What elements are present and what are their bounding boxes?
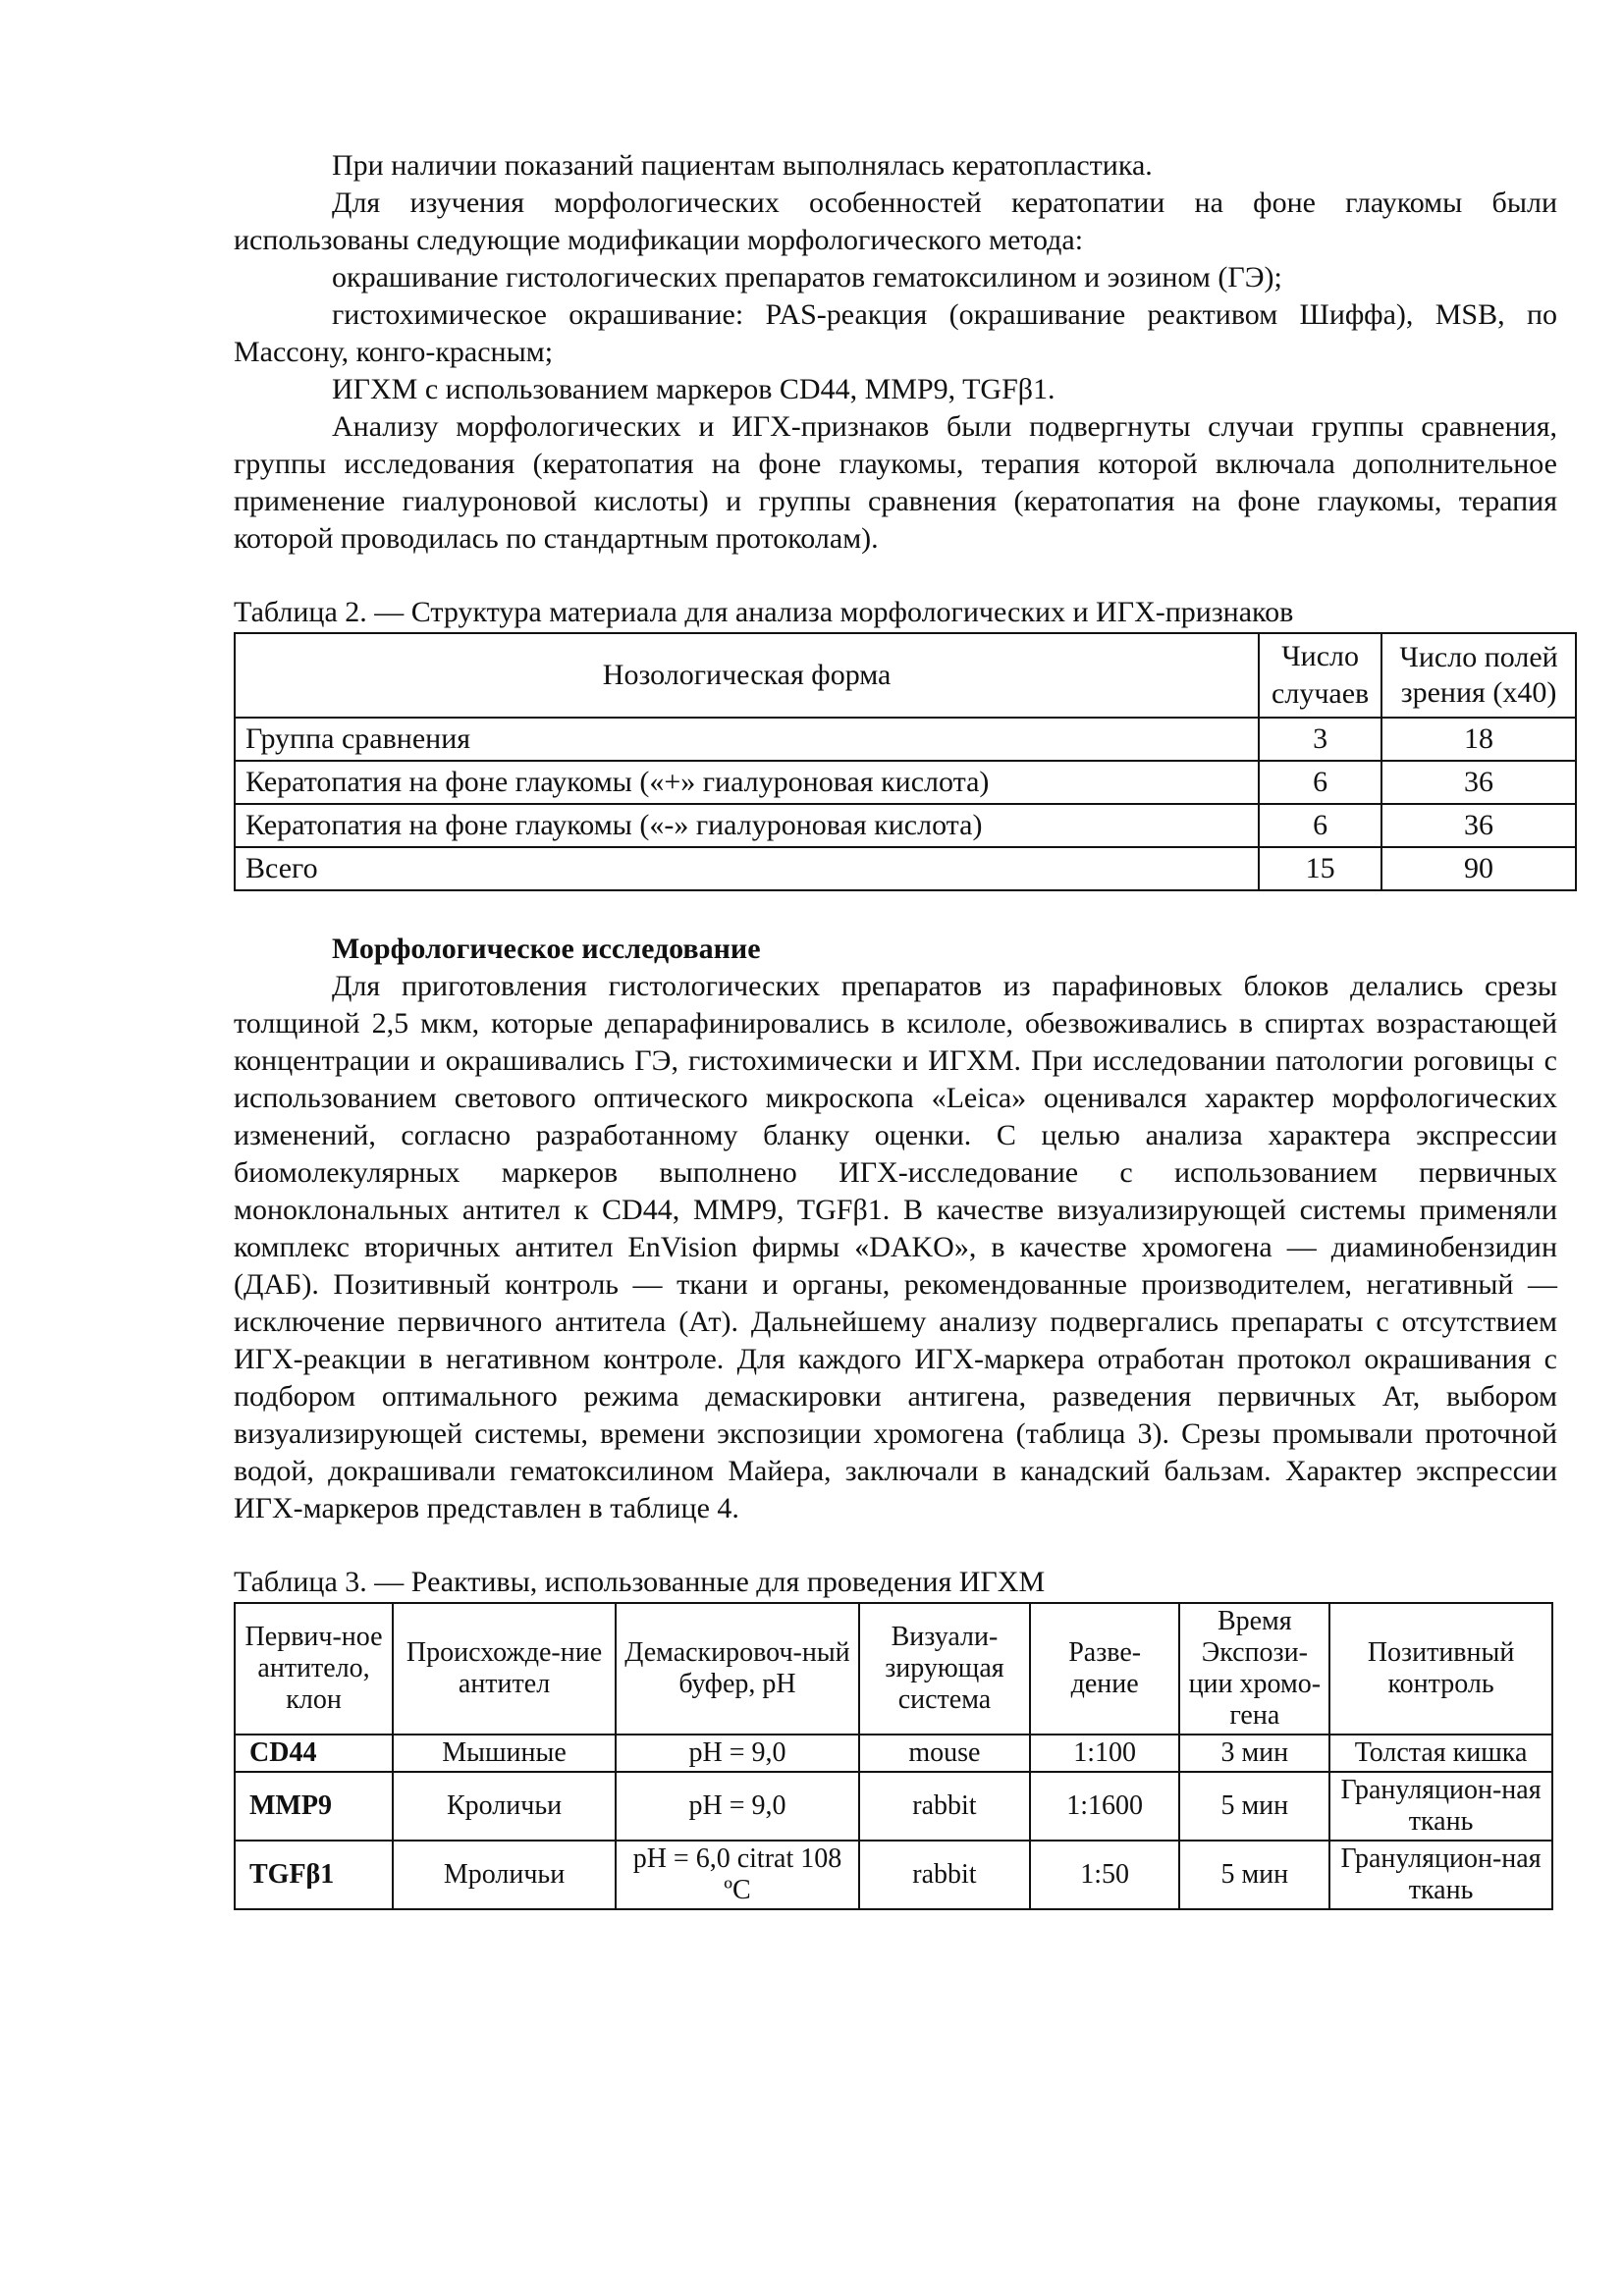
- table-cell: 36: [1381, 761, 1576, 804]
- table-cell: 3 мин: [1179, 1735, 1329, 1772]
- table3: [234, 1602, 1553, 1910]
- table-cell: 1:1600: [1030, 1772, 1180, 1841]
- table-cell: TGFβ1: [235, 1841, 393, 1909]
- table-cell: 5 мин: [1179, 1772, 1329, 1841]
- table-row: [235, 1735, 1552, 1772]
- table-header-row: [235, 633, 1576, 718]
- table-cell: pH = 9,0: [616, 1772, 859, 1841]
- table-header-row: [235, 1603, 1552, 1735]
- table-row: [235, 1841, 1552, 1909]
- table-cell: Мышиные: [393, 1735, 616, 1772]
- column-header: Число случаев: [1259, 633, 1381, 718]
- column-header: Происхожде-ние антител: [393, 1603, 616, 1735]
- table-cell: CD44: [235, 1735, 393, 1772]
- table-cell: 90: [1381, 847, 1576, 890]
- table-row: [235, 1772, 1552, 1841]
- column-header: Первич-ное антитело, клон: [235, 1603, 393, 1735]
- table-cell: 18: [1381, 718, 1576, 761]
- paragraph: ИГХМ с использованием маркеров CD44, MMP9, TGFβ1.: [332, 373, 1056, 405]
- section-title: Морфологическое исследование: [332, 933, 761, 965]
- table3-caption: Таблица 3. — Реактивы, использованные для проведения ИГХМ: [234, 1566, 1046, 1598]
- table-cell: rabbit: [859, 1772, 1030, 1841]
- paragraph: окрашивание гистологических препаратов гематоксилином и эозином (ГЭ);: [332, 261, 1282, 294]
- table-cell: Грануляцион-ная ткань: [1329, 1841, 1552, 1909]
- intro-text: [234, 147, 1557, 558]
- table-cell: MMP9: [235, 1772, 393, 1841]
- table-cell: 3: [1259, 718, 1381, 761]
- table-row: [235, 804, 1576, 847]
- section-paragraph: Для приготовления гистологических препаратов из парафиновых блоков делались срезы толщиной 2,5 мкм, которые депарафинировались в ксилоле, обезвоживались в спиртах возрастающей концентрации и окрашивались ГЭ, гистохимически и ИГХМ. При исследовании патологии роговицы с использованием светового оптического микроскопа «Leica» оценивался характер морфологических изменений, согласно разработанному бланку оценки. С целью анализа характера экспрессии биомолекулярных маркеров выполнено ИГХ-исследование с использованием первичных моноклональных антител к CD44, MMP9, TGFβ1. В качестве визуализирующей системы применяли комплекс вторичных антител EnVision фирмы «DAKO», в качестве хромогена — диаминобензидин (ДАБ). Позитивный контроль — ткани и органы, рекомендованные производителем, негативный — исключение первичного антитела (Ат). Дальнейшему анализу подвергались препараты с отсутствием ИГХ-реакции в негативном контроле. Для каждого ИГХ-маркера отработан протокол окрашивания с подбором оптимального режима демаскировки антигена, разведения первичных Ат, выбором визуализирующей системы, времени экспозиции хромогена (таблица 3). Срезы промывали проточной водой, докрашивали гематоксилином Майера, заключали в канадский бальзам. Характер экспрессии ИГХ-маркеров представлен в таблице 4.: [234, 970, 1557, 1524]
- table-cell: Толстая кишка: [1329, 1735, 1552, 1772]
- document-page: [234, 147, 1557, 1910]
- table-row: [235, 761, 1576, 804]
- paragraph: При наличии показаний пациентам выполнялась кератопластика.: [332, 149, 1153, 182]
- table-row: [235, 718, 1576, 761]
- column-header: Время Экспози-ции хромо-гена: [1179, 1603, 1329, 1735]
- table-cell: Всего: [235, 847, 1259, 890]
- column-header: Нозологическая форма: [235, 633, 1259, 718]
- paragraph: Для изучения морфологических особенностей кератопатии на фоне глаукомы были использованы следующие модификации морфологического метода:: [234, 187, 1557, 256]
- paragraph: Анализу морфологических и ИГХ-признаков были подвергнуты случаи группы сравнения, группы исследования (кератопатия на фоне глаукомы, терапия которой включала дополнительное применение гиалуроновой кислоты) и группы сравнения (кератопатия на фоне глаукомы, терапия которой проводилась по стандартным протоколам).: [234, 410, 1557, 555]
- table-cell: 6: [1259, 804, 1381, 847]
- table-cell: Группа сравнения: [235, 718, 1259, 761]
- table2-caption: Таблица 2. — Структура материала для анализа морфологических и ИГХ-признаков: [234, 596, 1294, 628]
- column-header: Число полей зрения (х40): [1381, 633, 1576, 718]
- column-header: Демаскировоч-ный буфер, pH: [616, 1603, 859, 1735]
- table-cell: pH = 9,0: [616, 1735, 859, 1772]
- paragraph: гистохимическое окрашивание: PAS-реакция (окрашивание реактивом Шиффа), MSB, по Массону, конго-красным;: [234, 298, 1557, 368]
- table-cell: 1:50: [1030, 1841, 1180, 1909]
- column-header: Позитивный контроль: [1329, 1603, 1552, 1735]
- column-header: Визуали-зирующая система: [859, 1603, 1030, 1735]
- table-cell: Кератопатия на фоне глаукомы («-» гиалуроновая кислота): [235, 804, 1259, 847]
- table-cell: 1:100: [1030, 1735, 1180, 1772]
- table-cell: pH = 6,0 citrat 108 ºC: [616, 1841, 859, 1909]
- table-cell: Кератопатия на фоне глаукомы («+» гиалуроновая кислота): [235, 761, 1259, 804]
- table-cell: Кроличьи: [393, 1772, 616, 1841]
- table-cell: 15: [1259, 847, 1381, 890]
- table-cell: Мроличьи: [393, 1841, 616, 1909]
- table-cell: 6: [1259, 761, 1381, 804]
- table2: [234, 632, 1577, 891]
- column-header: Разве-дение: [1030, 1603, 1180, 1735]
- table-cell: Грануляцион-ная ткань: [1329, 1772, 1552, 1841]
- table-cell: 36: [1381, 804, 1576, 847]
- table-cell: 5 мин: [1179, 1841, 1329, 1909]
- table-cell: rabbit: [859, 1841, 1030, 1909]
- table-cell: mouse: [859, 1735, 1030, 1772]
- table-row: [235, 847, 1576, 890]
